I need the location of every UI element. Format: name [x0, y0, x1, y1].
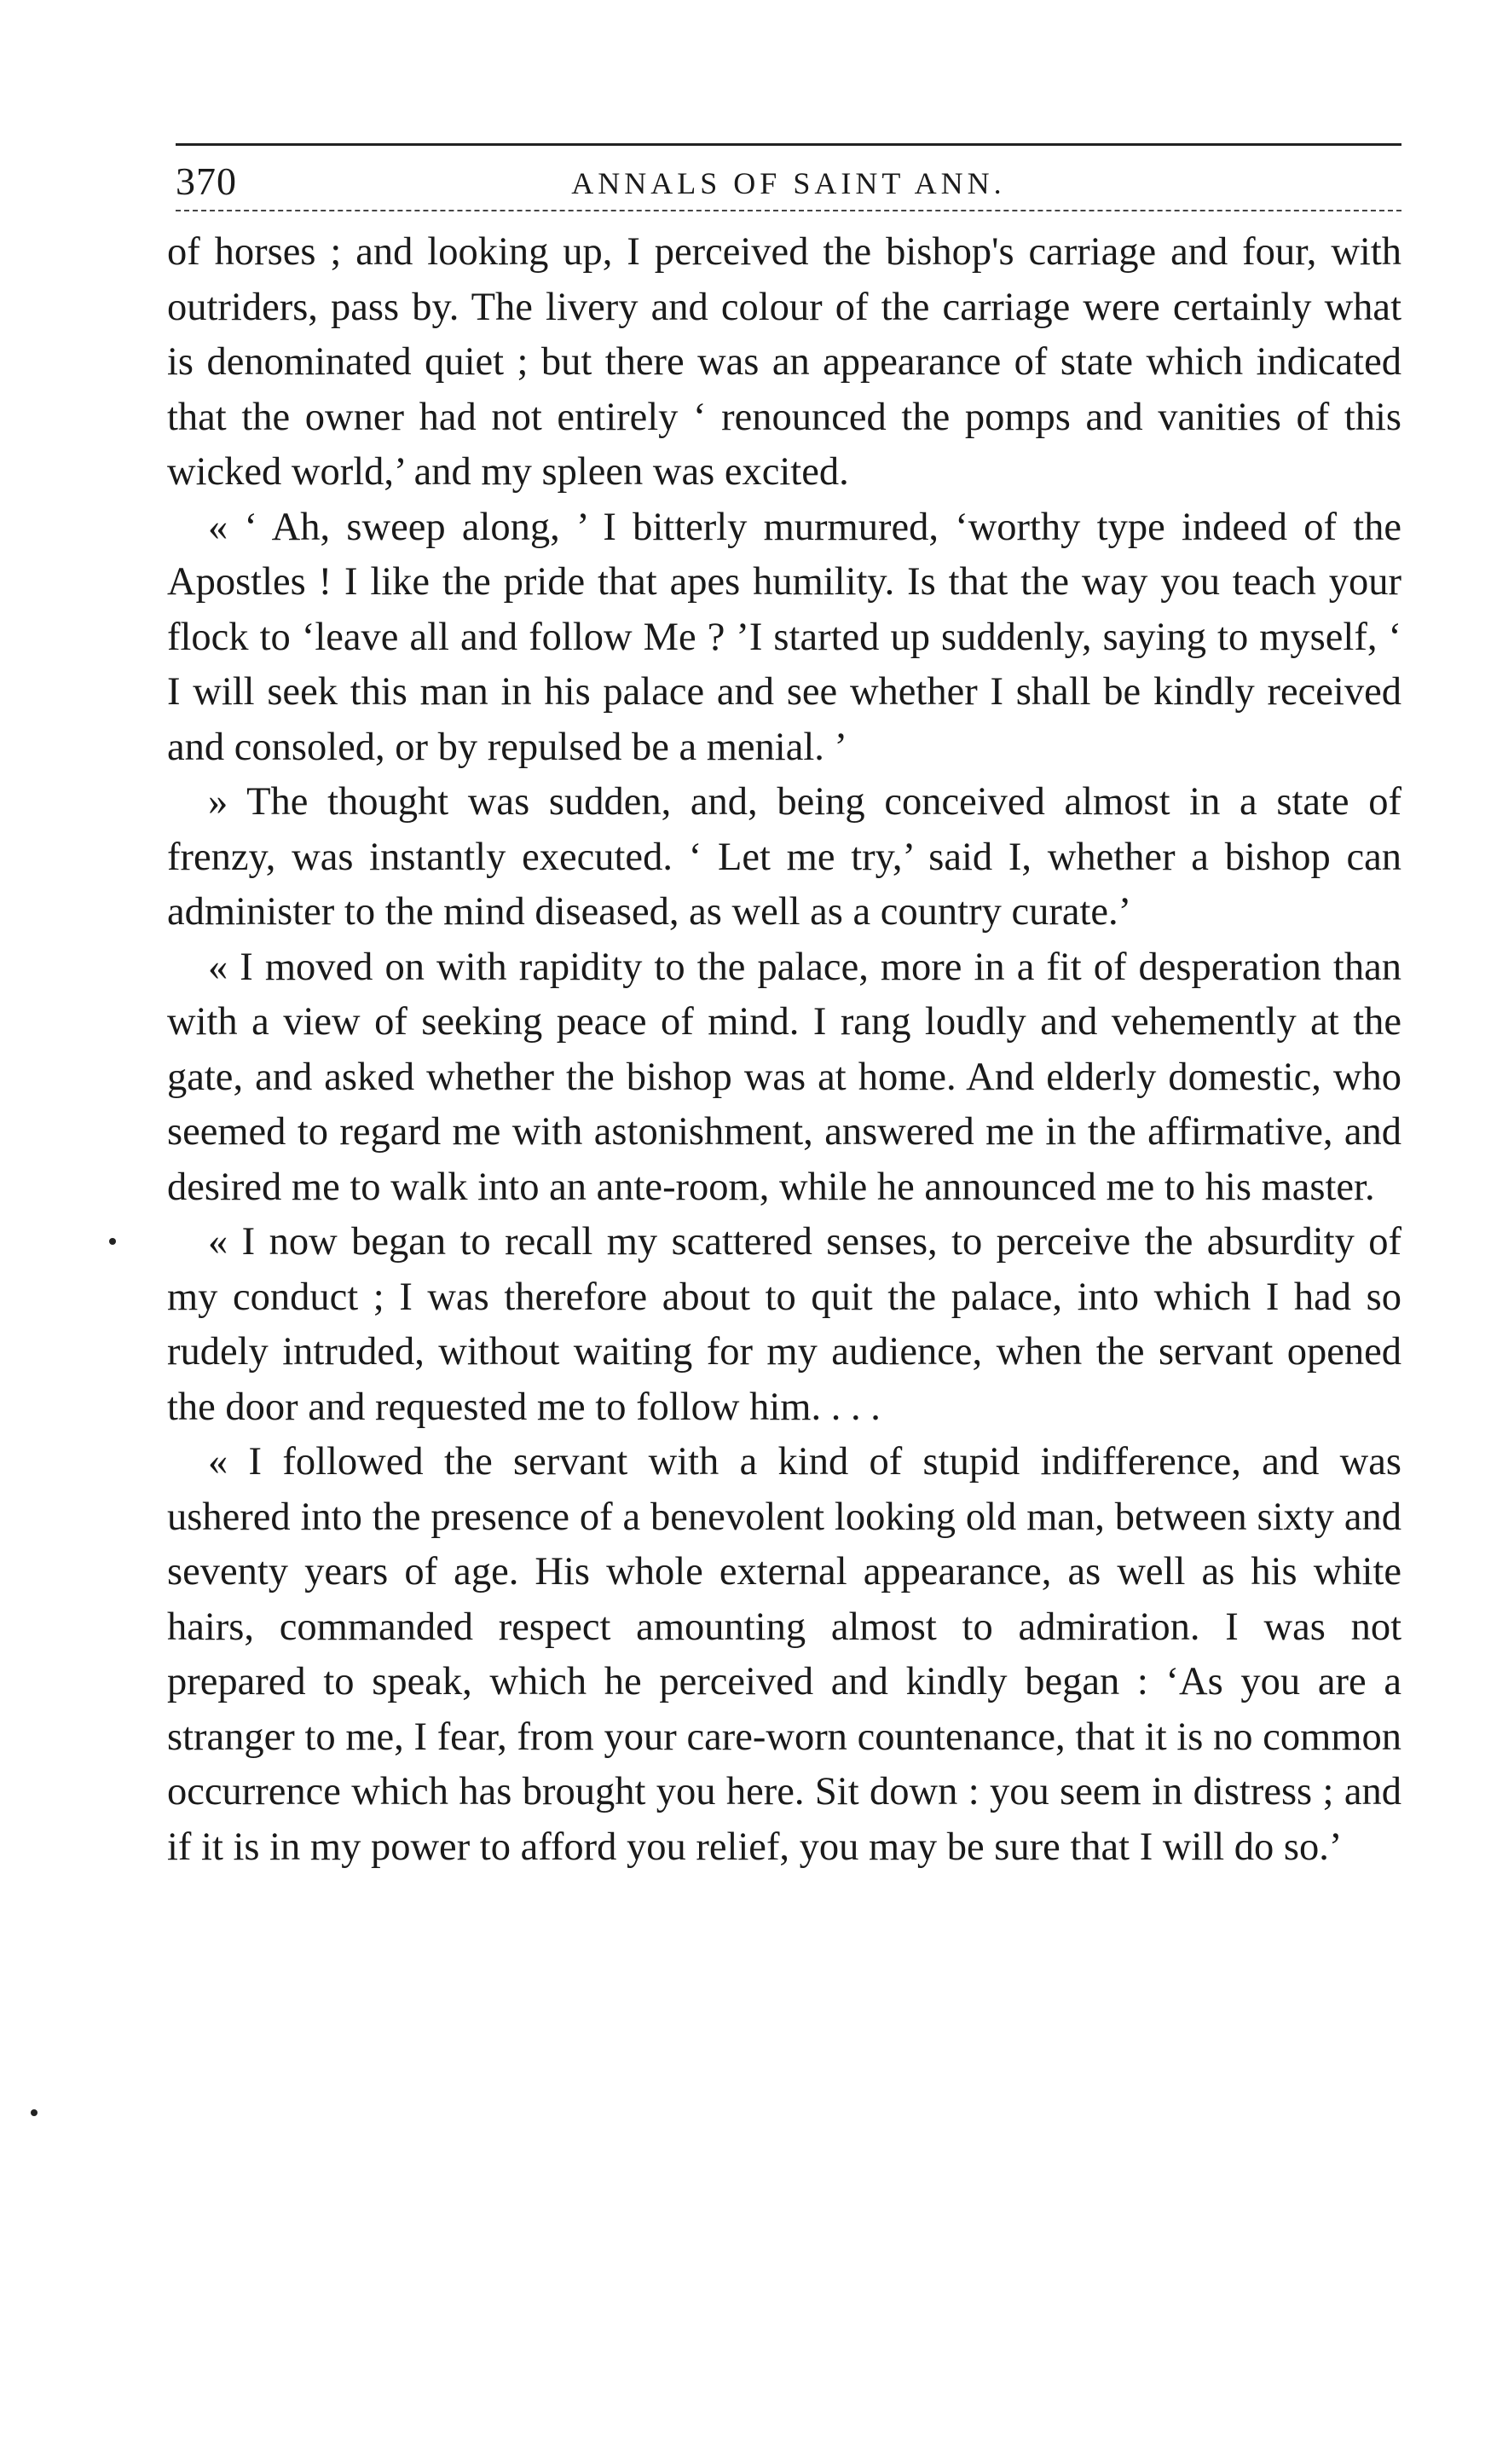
page-number: 370: [176, 159, 237, 203]
paragraph-2: « ‘ Ah, sweep along, ’ I bitterly murmured, ‘worthy type indeed of the Apostles ! I like the pride that apes humility. Is that the way you teach your flock to ‘leave all and follow Me ? ’I started up suddenly, saying to myself, ‘ I will seek this man in his palace and see whether I shall be kindly received and consoled, or by repulsed be a menial. ’: [167, 505, 1401, 769]
paragraph-6: « I followed the servant with a kind of stupid indifference, and was ushered into the presence of a benevolent looking old man, between sixty and seventy years of age. His whole external appearance, as well as his white hairs, commanded respect amounting almost to admiration. I was not prepared to speak, which he perceived and kindly began : ‘As you are a stranger to me, I fear, from your care-worn countenance, that it is no common occurrence which has brought you here. Sit down : you seem in distress ; and if it is in my power to afford you relief, you may be sure that I will do so.’: [167, 1440, 1401, 1869]
paragraph-4: « I moved on with rapidity to the palace, more in a fit of desperation than with a view of seeking peace of mind. I rang loudly and vehemently at the gate, and asked whether the bishop was at home. And elderly domestic, who seemed to regard me with astonishment, answered me in the affirmative, and desired me to walk into an ante-room, while he announced me to his master.: [167, 945, 1401, 1209]
paragraph-5: « I now began to recall my scattered senses, to perceive the absurdity of my conduct ; I was therefore about to quit the palace, into which I had so rudely intruded, without waiting for my audience, when the servant opened the door and requested me to follow him. . . .: [167, 1220, 1401, 1429]
page-header: [176, 159, 1401, 210]
running-head: ANNALS OF SAINT ANN.: [571, 166, 1006, 200]
header-top-rule: [176, 143, 1401, 146]
margin-speck: [109, 1238, 116, 1245]
margin-speck: [31, 2109, 38, 2116]
paragraph-1: of horses ; and looking up, I perceived the bishop's carriage and four, with outriders, pass by. The livery and colour of the carriage were certainly what is denominated quiet ; but there was an appearance of state which indicated that the owner had not entirely ‘ renounced the pomps and vanities of this wicked world,’ and my spleen was excited.: [167, 230, 1401, 494]
header-bottom-rule: [176, 210, 1401, 211]
body-text: [167, 225, 1401, 1875]
paragraph-3: » The thought was sudden, and, being conceived almost in a state of frenzy, was instantly executed. ‘ Let me try,’ said I, whether a bishop can administer to the mind diseased, as well as a country curate.’: [167, 780, 1401, 934]
